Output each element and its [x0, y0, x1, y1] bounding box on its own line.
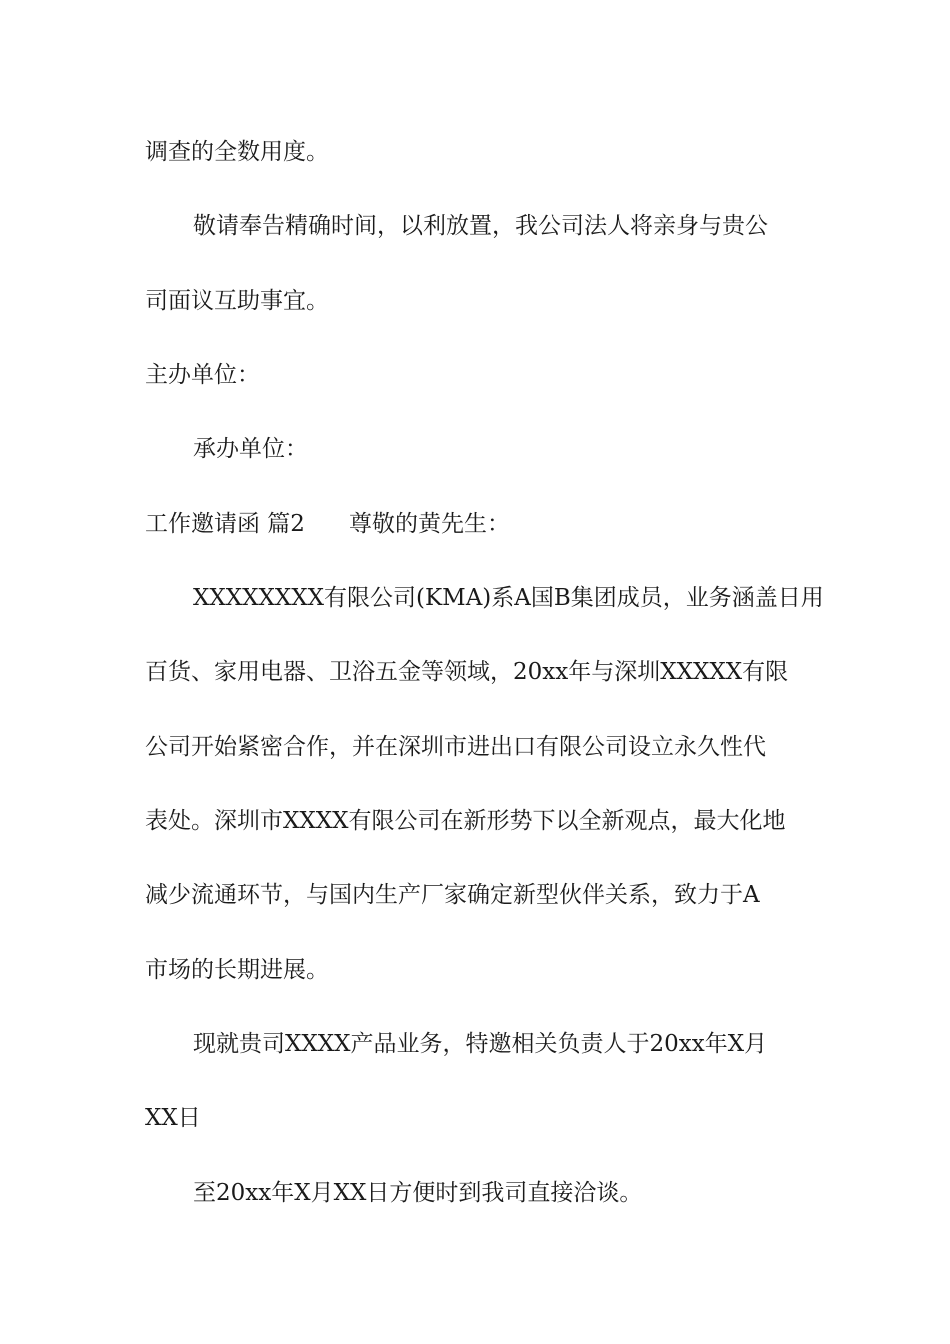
section-title: 工作邀请函 篇2	[145, 511, 305, 537]
paragraph-line: 司面议互助事宜。	[145, 288, 329, 314]
paragraph-line: 至20xx年X月XX日方便时到我司直接洽谈。	[193, 1180, 643, 1206]
organizer-label: 主办单位：	[145, 362, 260, 388]
paragraph-line: XXXXXXXX有限公司(KMA)系A国B集团成员，业务涵盖日用	[193, 585, 824, 611]
paragraph-line: 现就贵司XXXX产品业务，特邀相关负责人于20xx年X月	[193, 1031, 768, 1057]
salutation: 尊敬的黄先生：	[348, 511, 510, 537]
co-organizer-label: 承办单位：	[193, 436, 308, 462]
section-heading	[145, 509, 510, 539]
paragraph-line: 调查的全数用度。	[145, 139, 329, 165]
paragraph-line: 公司开始紧密合作，并在深圳市进出口有限公司设立永久性代	[145, 734, 766, 760]
paragraph-line: 百货、家用电器、卫浴五金等领域，20xx年与深圳XXXXX有限	[145, 659, 789, 685]
paragraph-line: 敬请奉告精确时间，以利放置，我公司法人将亲身与贵公	[193, 213, 768, 239]
paragraph-line: XX日	[145, 1105, 201, 1131]
paragraph-line: 表处。深圳市XXXX有限公司在新形势下以全新观点，最大化地	[145, 808, 786, 834]
paragraph-line: 市场的长期进展。	[145, 957, 329, 983]
paragraph-line: 减少流通环节，与国内生产厂家确定新型伙伴关系，致力于A	[145, 882, 760, 908]
